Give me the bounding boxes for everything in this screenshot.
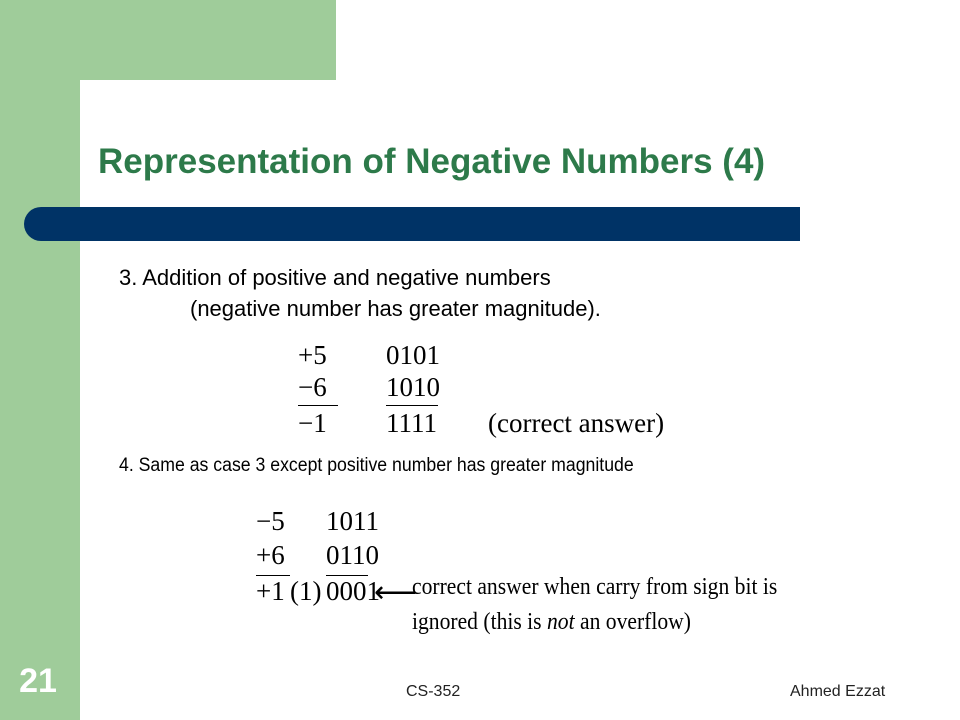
case3-row1-decimal: +5 (298, 340, 327, 370)
left-green-band (0, 0, 80, 720)
case4-row2-decimal: +6 (256, 540, 285, 570)
case3-result-decimal: −1 (298, 408, 327, 438)
case4-result-binary: 0001 (326, 576, 380, 606)
case4-row1-binary: 1011 (326, 506, 379, 536)
case3-row2-decimal: −6 (298, 372, 327, 402)
case3-row1-binary: 0101 (386, 340, 440, 370)
case3-result-binary: 1111 (386, 408, 437, 438)
slide-number: 21 (19, 662, 57, 700)
case3-decimal-sum-rule (298, 405, 338, 406)
case4-result-decimal: +1 (256, 576, 285, 606)
case4-note-line1: correct answer when carry from sign bit is (412, 574, 778, 600)
case4-note-line2 (412, 609, 691, 636)
case3-heading: 3. Addition of positive and negative numbers (119, 265, 551, 290)
case3-result-note: (correct answer) (488, 408, 665, 438)
footer-author: Ahmed Ezzat (790, 683, 886, 700)
case4-note-line2-start: ignored (this is (412, 609, 547, 635)
case3-row2-binary: 1010 (386, 372, 440, 402)
case4-row1-decimal: −5 (256, 506, 285, 536)
case4-carry: (1) (290, 576, 322, 606)
case4-note-line2-end: an overflow) (574, 609, 691, 635)
footer-course: CS-352 (406, 683, 461, 700)
case4-note-emphasis: not (547, 609, 575, 635)
case4-row2-binary: 0110 (326, 540, 379, 570)
case3-binary-sum-rule (386, 405, 438, 406)
title-underline-bar (24, 207, 800, 241)
left-arrow-icon: ⟵ (374, 575, 418, 610)
case4-heading: 4. Same as case 3 except positive number has greater magnitude (119, 455, 634, 476)
top-green-block (80, 0, 336, 80)
case3-subheading: (negative number has greater magnitude). (190, 296, 601, 321)
slide-title: Representation of Negative Numbers (4) (98, 142, 766, 181)
